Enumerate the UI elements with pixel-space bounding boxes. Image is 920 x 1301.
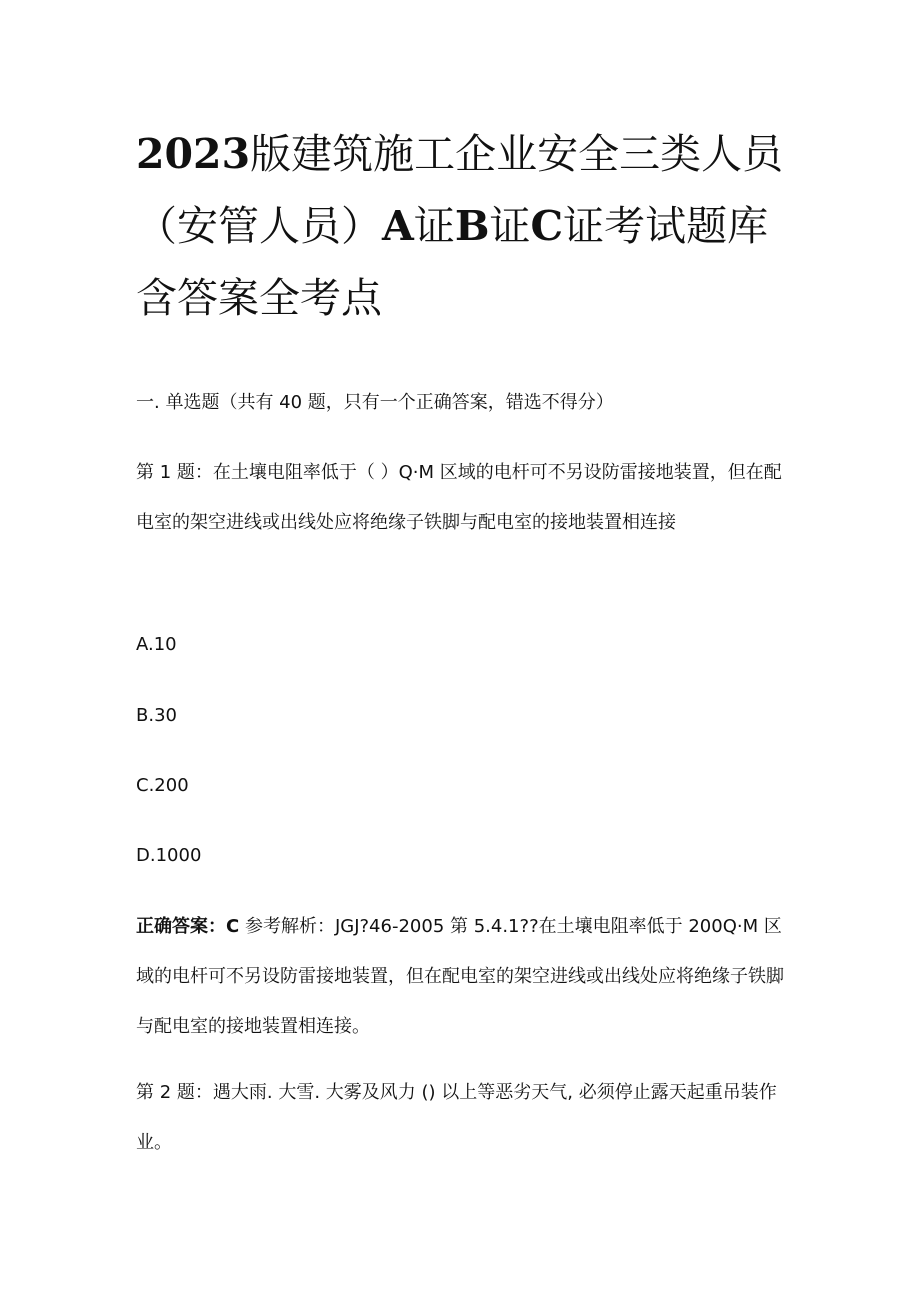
title-letter-b: B [454,202,490,250]
question-1-answer [136,902,786,1052]
title-text-part1: 版建筑施工企业安全三类人员（安管人员） [136,130,784,250]
title-letter-a: A [382,202,414,250]
question-1-option-b: B.30 [136,705,177,726]
question-1-option-c: C.200 [136,775,189,796]
title-text-part2: 证考试题库含答案全考点 [136,202,769,322]
answer-label: 正确答案：C [136,916,240,937]
title-year: 2023 [136,130,251,178]
title-letter-c: C [530,202,564,250]
question-1-option-a: A.10 [136,634,177,655]
title-zheng-2: 证 [489,202,531,250]
answer-analysis: 参考解析：JGJ?46-2005 第 5.4.1??在土壤电阻率低于 200Q·M 区域的电杆可不另设防雷接地装置，但在配电室的架空进线或出线处应将绝缘子铁脚与配电室的接地装置相连接。 [136,916,784,1037]
title-zheng-1: 证 [413,202,455,250]
question-1-text: 第 1 题：在土壤电阻率低于（ ）Q·M 区域的电杆可不另设防雷接地装置，但在配电室的架空进线或出线处应将绝缘子铁脚与配电室的接地装置相连接 [136,462,782,533]
question-1-option-d: D.1000 [136,845,202,866]
question-2-text: 第 2 题：遇大雨. 大雪. 大雾及风力 () 以上等恶劣天气, 必须停止露天起重吊装作业。 [136,1082,777,1153]
section-heading: 一. 单选题（共有 40 题，只有一个正确答案，错选不得分） [136,392,614,413]
document-title [136,118,806,334]
